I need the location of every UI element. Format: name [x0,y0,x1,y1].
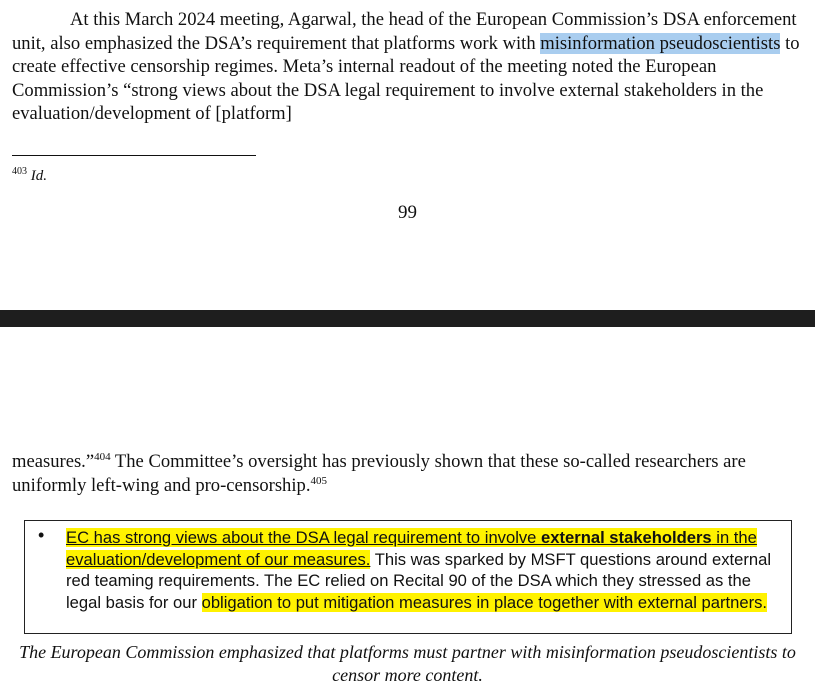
excerpt-highlight-2: obligation to put mitigation measures in place together with external partners. [201,592,768,612]
meta-readout-excerpt [24,520,792,634]
top-paragraph-text-a: At this March 2024 meeting, Agarwal, the head of the European Commission’s DSA enforcement unit, also emphasized the DSA’s requirement that platforms work with [12,9,797,54]
top-paragraph [12,8,807,126]
selected-text-highlight: misinformation pseudoscientists [540,32,781,54]
top-paragraph-text-b: to create effective censorship regimes. Meta’s internal readout of the meeting noted the European Commission’s “strong views about the DSA legal requirement to involve external stakeholders in the evaluation/development of [platform] [12,32,800,124]
footnote-text: Id. [30,168,47,184]
page-divider-bar [0,310,815,327]
footnote-ref-405: 405 [310,474,327,487]
excerpt-underlined-text: EC has strong views about the DSA legal requirement to involve [66,528,542,547]
excerpt-highlight-1-cont: in the evaluation/development of our measures. [66,528,757,569]
bullet-icon: • [38,525,45,545]
excerpt-plain-text: This was sparked by MSFT questions around external red teaming requirements. The EC relied on Recital 90 of the DSA which they stressed as the legal basis for our [66,549,772,612]
excerpt-bold-text: external stakeholders [541,528,712,547]
excerpt-text [66,527,786,613]
bottom-paragraph-text-a: measures.” [12,451,95,472]
bottom-paragraph [12,450,807,497]
footnote-separator [12,155,256,156]
page-number: 99 [398,202,417,223]
footnote-ref-404: 404 [94,450,111,463]
image-caption: The European Commission emphasized that platforms must partner with misinformation pseudoscientists to censor more content. [19,642,796,685]
bottom-paragraph-text-b: The Committee’s oversight has previously shown that these so-called researchers are uniformly left-wing and pro-censorship. [12,451,746,496]
footnote-number: 403 [12,166,27,177]
footnote-403 [12,168,47,185]
